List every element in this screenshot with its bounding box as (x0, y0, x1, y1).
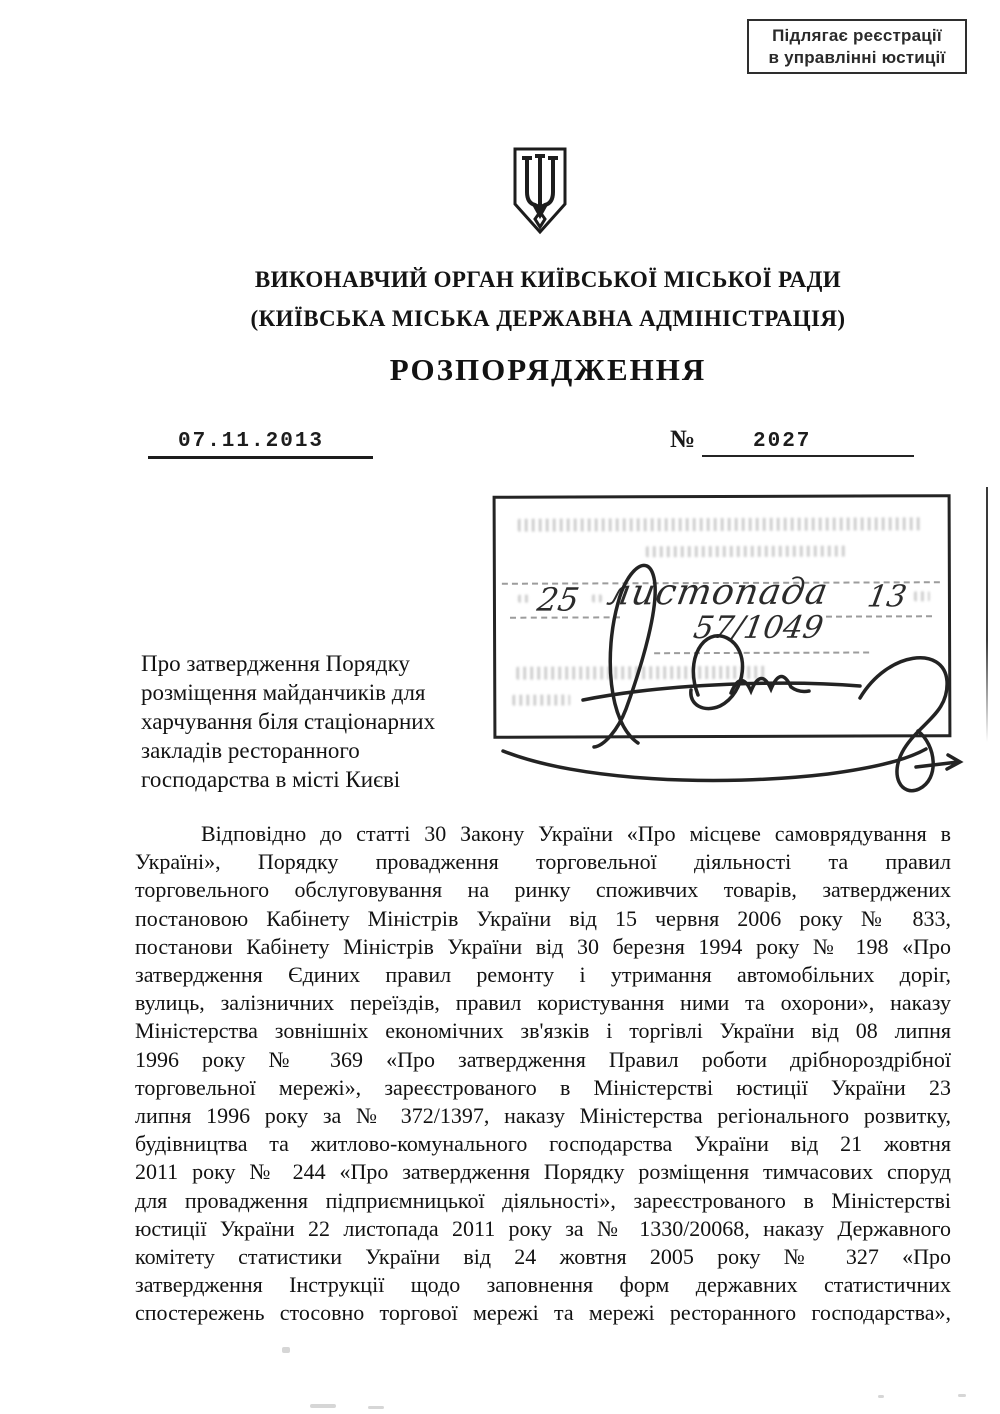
text-line: спостережень стосовно торгової мережі та мережі ресторанного господарства», (135, 1300, 951, 1326)
number-label: № (670, 426, 696, 453)
body-paragraph (135, 820, 951, 1328)
text-line: липня 1996 року за № 372/1397, наказу Міністерства регіонального розвитку, (135, 1103, 951, 1129)
text-line: постанови Кабінету Міністрів України від 30 березня 1994 року № 198 «Про (135, 933, 951, 959)
text-line: господарства в місті Києві (141, 767, 401, 792)
scan-artifact-line (986, 487, 988, 742)
handwritten-day: 25 (534, 580, 582, 619)
registration-note-line1: Підлягає реєстрації (772, 25, 942, 45)
text-line: Україні», Порядку провадження торговельної діяльності та правил (135, 849, 951, 875)
text-line: для провадження підприємницької діяльності», зареєстрованого в Міністерстві (135, 1187, 951, 1213)
text-line: розміщення майданчиків для (141, 680, 426, 705)
registration-note-box (747, 19, 967, 74)
text-line: торговельної мережі», зареєстрованого в Міністерстві юстиції України 23 (135, 1074, 951, 1100)
signature-icon (488, 533, 978, 808)
document-date: 07.11.2013 (178, 430, 325, 453)
text-line: затвердження Інструкції щодо заповнення форм державних статистичних (135, 1272, 951, 1298)
text-line: 2011 року № 244 «Про затвердження Порядку розміщення тимчасових споруд (135, 1159, 951, 1185)
scan-speck (878, 1395, 884, 1398)
ukraine-trident-icon (506, 146, 574, 236)
subject-block (141, 649, 511, 794)
text-line: харчування біля стаціонарних (141, 709, 436, 734)
scan-speck (282, 1347, 290, 1353)
org-name-line2: (КИЇВСЬКА МІСЬКА ДЕРЖАВНА АДМІНІСТРАЦІЯ) (250, 306, 846, 331)
text-line: Міністерства зовнішніх економічних зв'язків і торгівлі України від 08 липня (135, 1018, 951, 1044)
text-line: торговельного обслуговування на ринку споживчих товарів, затверджених (135, 877, 951, 903)
text-line: юстиції України 22 листопада 2011 року за № 1330/20068, наказу Державного (135, 1215, 951, 1241)
handwritten-year: 13 (864, 579, 910, 615)
org-name-line1: ВИКОНАВЧИЙ ОРГАН КИЇВСЬКОЇ МІСЬКОЇ РАДИ (254, 267, 842, 292)
text-line: 1996 року № 369 «Про затвердження Правил роботи дрібнороздрібної (135, 1046, 951, 1072)
document-type-title: РОЗПОРЯДЖЕННЯ (389, 352, 707, 387)
number-underline (702, 455, 914, 457)
handwritten-number: 57/1049 (690, 609, 826, 647)
text-line: закладів ресторанного (141, 738, 360, 763)
text-line: постановою Кабінету Міністрів України від 15 червня 2006 року № 833, (135, 905, 951, 931)
stamp-faint-text-line (518, 517, 923, 531)
text-line: вулиць, залізничних переїздів, правил користування ними та охорони», наказу (135, 990, 951, 1016)
text-line: Про затвердження Порядку (141, 651, 410, 676)
org-name (98, 260, 998, 338)
date-underline (148, 456, 373, 459)
text-line: будівництва та житлово-комунального господарства України від 21 жовтня (135, 1131, 951, 1157)
text-line: Відповідно до статті 30 Закону України «Про місцеве самоврядування в (201, 821, 951, 846)
document-number: 2027 (753, 430, 812, 453)
text-line: затвердження Єдиних правил ремонту і утримання автомобільних доріг, (135, 962, 951, 988)
handwritten-month: листопада (604, 571, 832, 614)
scan-speck (368, 1406, 384, 1409)
scan-speck (310, 1404, 336, 1408)
scan-speck (958, 1394, 966, 1397)
registration-note-line2: в управлінні юстиції (768, 47, 946, 67)
text-line: комітету статистики України від 24 жовтня 2005 року № 327 «Про (135, 1244, 951, 1270)
